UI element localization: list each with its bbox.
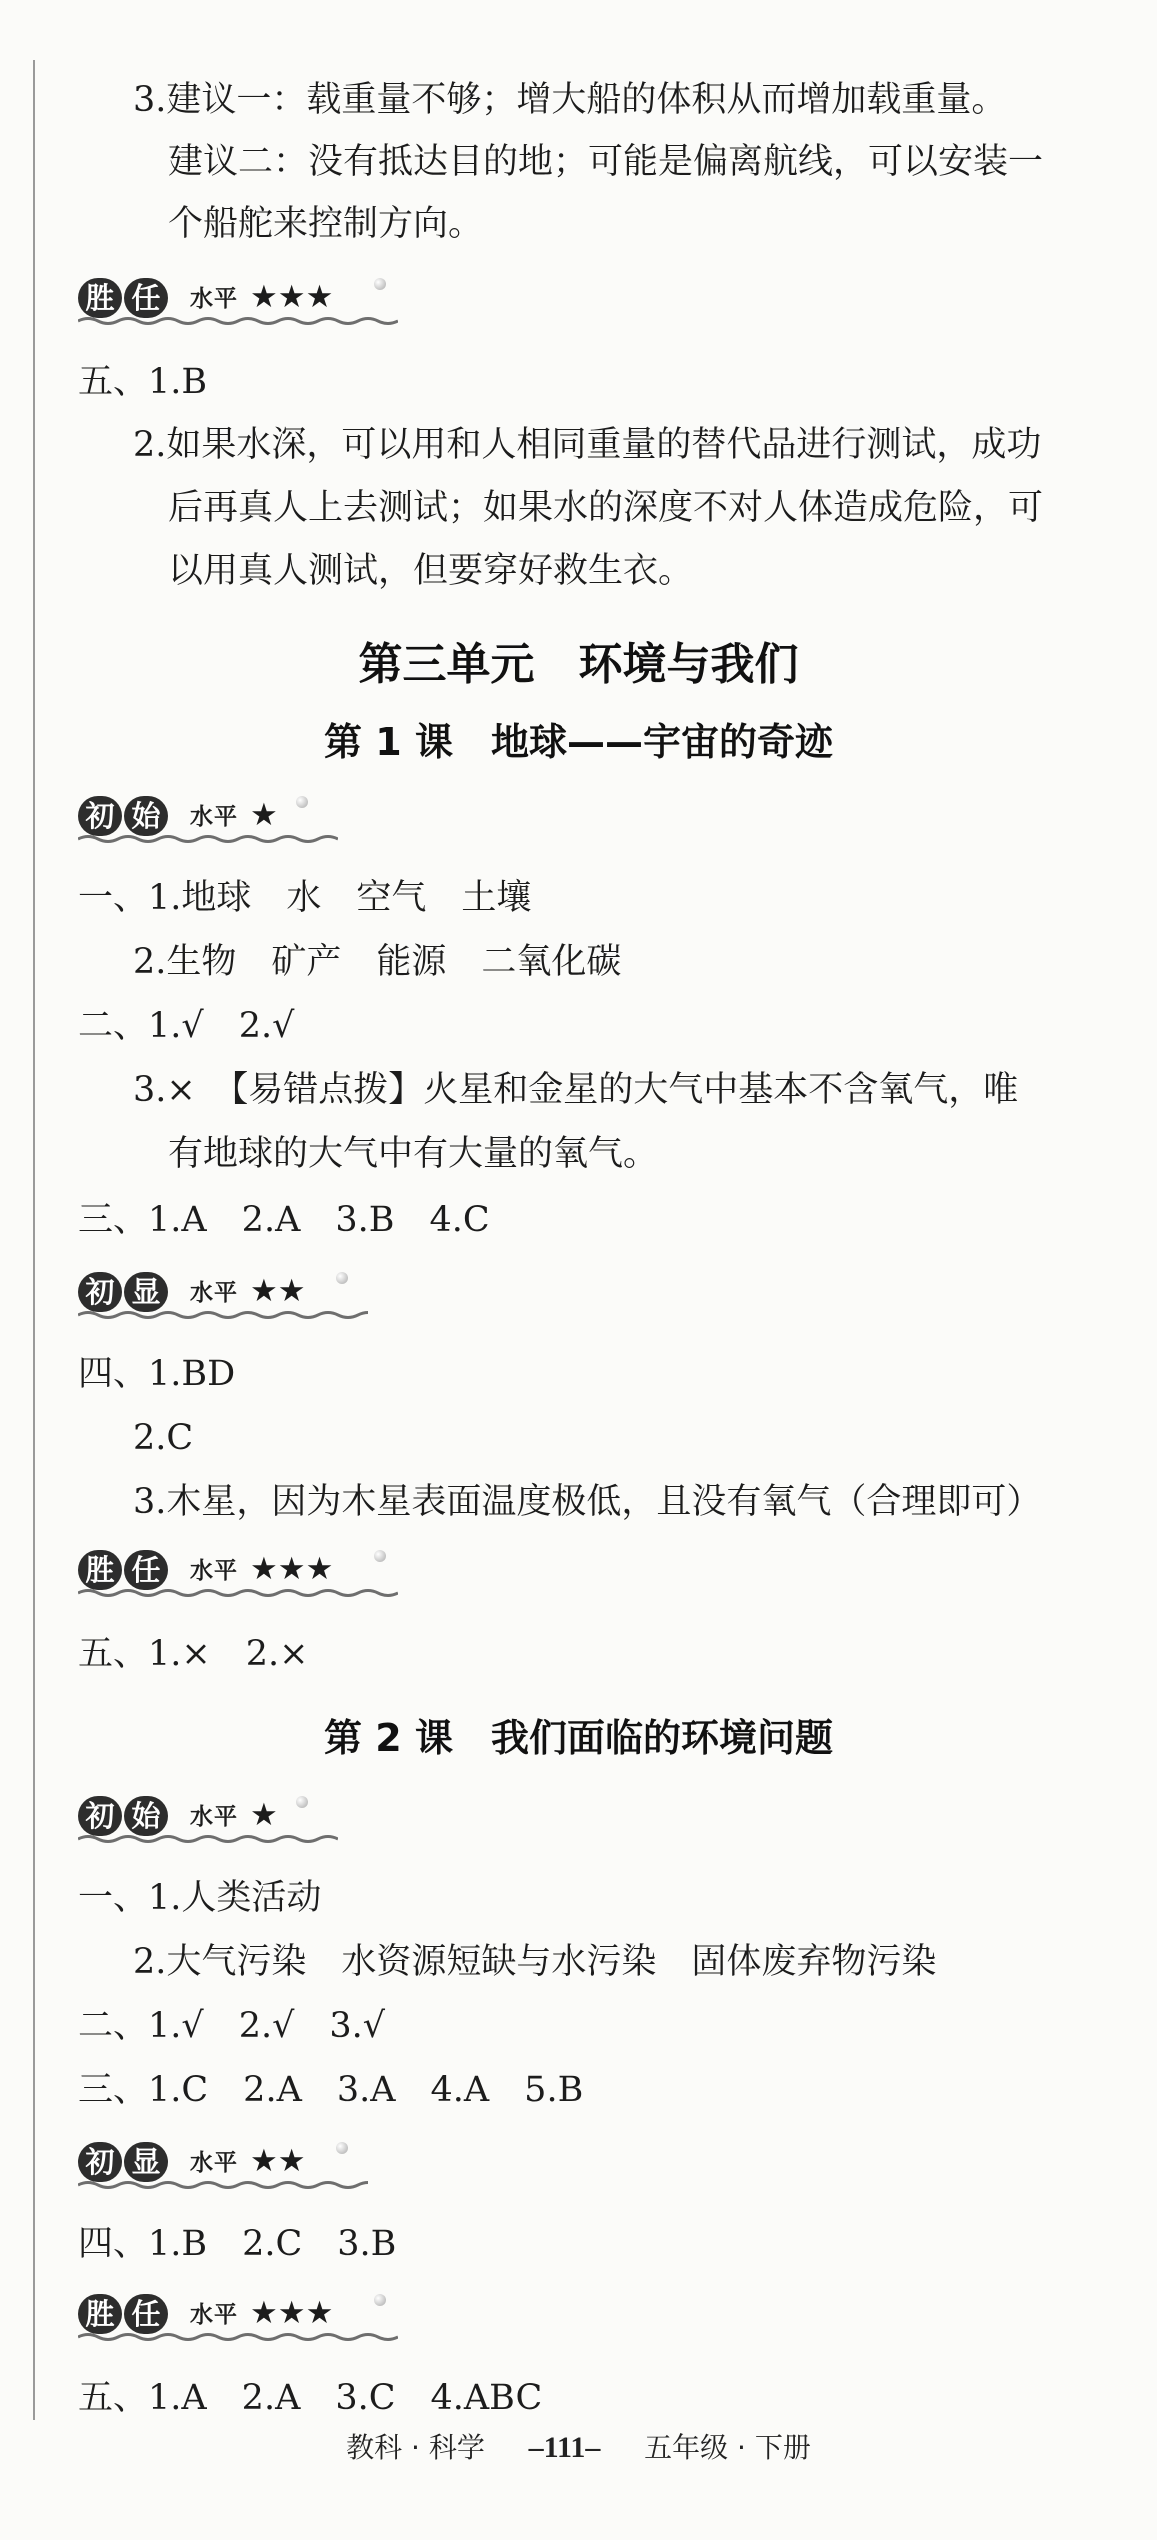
answer-line: 二、1.√ 2.√: [78, 1006, 295, 1046]
level-char: 初: [78, 1796, 122, 1836]
answer-line: 二、1.√ 2.√ 3.√: [78, 2006, 386, 2046]
star-rating: ★★★: [250, 1551, 334, 1587]
footer-grade: 五年级 · 下册: [644, 2431, 811, 2464]
level-badge-chuxian: [78, 1268, 408, 1322]
answer-line: 四、1.B 2.C 3.B: [78, 2224, 397, 2264]
footer-subject: 教科 · 科学: [346, 2431, 485, 2464]
page-number: –111–: [528, 2431, 601, 2464]
answer-line: 2.如果水深，可以用和人相同重量的替代品进行测试，成功: [133, 425, 1042, 465]
wave-underline-icon: [78, 834, 338, 844]
level-badge-shengren: [78, 274, 408, 328]
level-label: 水平: [190, 1280, 238, 1306]
answer-line: 3.建议一：载重量不够；增大船的体积从而增加载重量。: [133, 80, 1007, 120]
level-char: 始: [124, 1796, 168, 1836]
star-rating: ★: [250, 1797, 278, 1833]
wave-underline-icon: [78, 2332, 398, 2342]
star-rating: ★: [250, 797, 278, 833]
wave-underline-icon: [78, 1588, 398, 1598]
answer-line: 有地球的大气中有大量的氧气。: [168, 1134, 659, 1174]
level-char: 任: [124, 1550, 168, 1590]
level-label: 水平: [190, 286, 238, 312]
answer-line: 五、1.A 2.A 3.C 4.ABC: [78, 2378, 543, 2418]
answer-line: 以用真人测试，但要穿好救生衣。: [168, 551, 694, 591]
answer-line: 四、1.BD: [78, 1354, 236, 1394]
answer-line: 2.生物 矿产 能源 二氧化碳: [133, 942, 622, 982]
level-char: 胜: [78, 2294, 122, 2334]
bubble-icon: [374, 1550, 386, 1562]
answer-line: 3.× 【易错点拨】火星和金星的大气中基本不含氧气，唯: [133, 1070, 1019, 1110]
answer-line: 2.大气污染 水资源短缺与水污染 固体废弃物污染: [133, 1942, 937, 1982]
level-char: 初: [78, 2142, 122, 2182]
answer-line: 建议二：没有抵达目的地；可能是偏离航线，可以安装一: [168, 142, 1044, 182]
star-rating: ★★: [250, 2143, 306, 2179]
answer-line: 3.木星，因为木星表面温度极低，且没有氧气（合理即可）: [133, 1482, 1042, 1522]
wave-underline-icon: [78, 1834, 338, 1844]
level-label: 水平: [190, 804, 238, 830]
star-rating: ★★: [250, 1273, 306, 1309]
lesson-title: 第 1 课 地球——宇宙的奇迹: [324, 720, 833, 764]
bubble-icon: [374, 278, 386, 290]
answer-line: 三、1.A 2.A 3.B 4.C: [78, 1200, 490, 1240]
bubble-icon: [336, 2142, 348, 2154]
level-char: 初: [78, 1272, 122, 1312]
level-badge-shengren: [78, 2290, 408, 2344]
page-footer: [0, 2428, 1157, 2468]
answer-line: 五、1.B: [78, 362, 208, 402]
bubble-icon: [336, 1272, 348, 1284]
answer-line: 一、1.人类活动: [78, 1878, 322, 1918]
bubble-icon: [296, 796, 308, 808]
level-badge-shengren: [78, 1546, 408, 1600]
level-char: 初: [78, 796, 122, 836]
star-rating: ★★★: [250, 2295, 334, 2331]
bubble-icon: [374, 2294, 386, 2306]
unit-title: 第三单元 环境与我们: [358, 639, 799, 690]
level-label: 水平: [190, 1558, 238, 1584]
answer-line: 一、1.地球 水 空气 土壤: [78, 878, 532, 918]
level-char: 显: [124, 1272, 168, 1312]
level-char: 始: [124, 796, 168, 836]
answer-line: 2.C: [133, 1418, 194, 1458]
star-rating: ★★★: [250, 279, 334, 315]
wave-underline-icon: [78, 2180, 368, 2190]
wave-underline-icon: [78, 316, 398, 326]
level-char: 任: [124, 2294, 168, 2334]
level-label: 水平: [190, 1804, 238, 1830]
level-badge-chushi: [78, 792, 408, 846]
bubble-icon: [296, 1796, 308, 1808]
level-char: 显: [124, 2142, 168, 2182]
level-char: 胜: [78, 278, 122, 318]
lesson-title: 第 2 课 我们面临的环境问题: [324, 1716, 833, 1760]
answer-line: 三、1.C 2.A 3.A 4.A 5.B: [78, 2070, 584, 2110]
answer-line: 个船舵来控制方向。: [168, 204, 484, 244]
level-char: 任: [124, 278, 168, 318]
level-badge-chushi: [78, 1792, 408, 1846]
answer-line: 后再真人上去测试；如果水的深度不对人体造成危险，可: [168, 488, 1044, 528]
level-badge-chuxian: [78, 2138, 408, 2192]
margin-rule: [33, 60, 35, 2420]
level-char: 胜: [78, 1550, 122, 1590]
wave-underline-icon: [78, 1310, 368, 1320]
level-label: 水平: [190, 2150, 238, 2176]
answer-line: 五、1.× 2.×: [78, 1634, 309, 1674]
level-label: 水平: [190, 2302, 238, 2328]
